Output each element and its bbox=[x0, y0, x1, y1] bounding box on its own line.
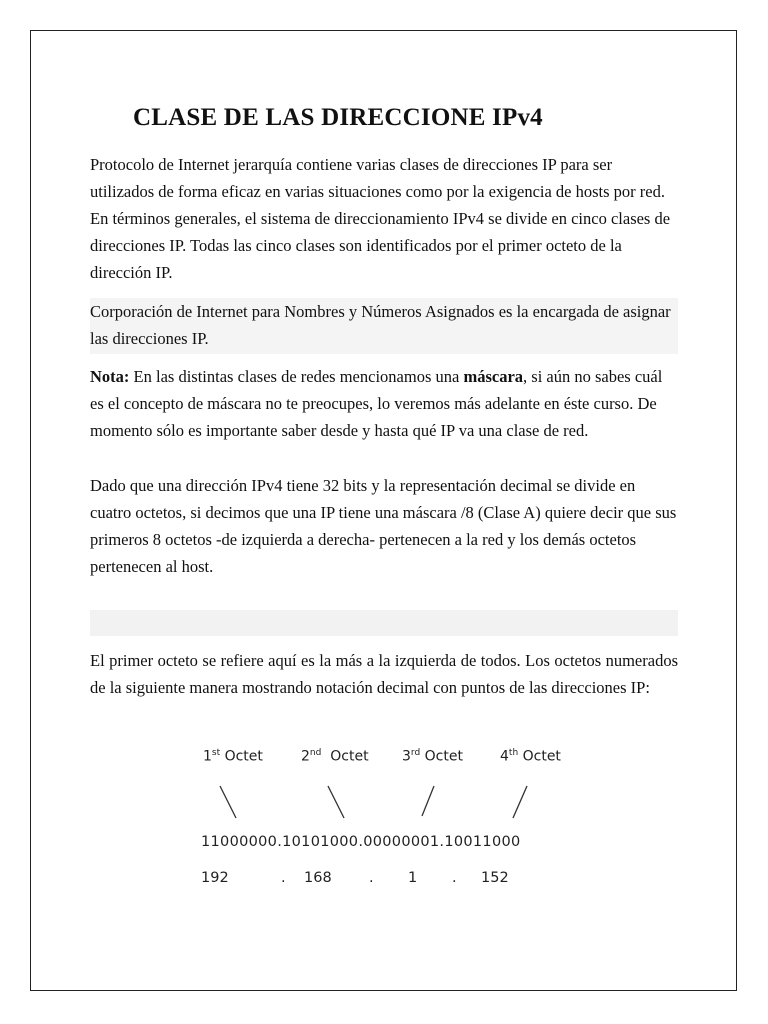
decimal-octet-2: 168 bbox=[304, 870, 332, 886]
paragraph-note bbox=[90, 363, 678, 444]
arrow-line-3 bbox=[422, 786, 434, 816]
decimal-dot-1: . bbox=[281, 870, 286, 886]
decimal-octet-1: 192 bbox=[201, 870, 229, 886]
decimal-octet-3: 1 bbox=[408, 870, 418, 886]
note-text-1: En las distintas clases de redes mencionamos una bbox=[129, 367, 464, 386]
paragraph-octets: El primer octeto se refiere aquí es la más a la izquierda de todos. Los octetos numerados de la siguiente manera mostrando notación decimal con puntos de las direcciones IP: bbox=[90, 651, 678, 697]
octet-label-2: 2nd Octet bbox=[301, 748, 369, 765]
arrow-line-2 bbox=[328, 786, 344, 818]
shaded-band bbox=[90, 610, 678, 636]
arrow-line-4 bbox=[513, 786, 527, 818]
decimal-dot-2: . bbox=[369, 870, 374, 886]
octet-label-1: 1st Octet bbox=[203, 748, 263, 765]
paragraph-intro: Protocolo de Internet jerarquía contiene varias clases de direcciones IP para ser utilizados de forma eficaz en varias situaciones como por la exigencia de hosts por red. En términos generales, el sistema de direccionamiento IPv4 se divide en cinco clases de direcciones IP. Todas las cinco clases son identificados por el primer octeto de la dirección IP. bbox=[90, 155, 671, 282]
binary-address: 11000000.10101000.00000001.10011000 bbox=[201, 834, 521, 850]
decimal-dot-3: . bbox=[452, 870, 457, 886]
paragraph-icann: Corporación de Internet para Nombres y Números Asignados es la encargada de asignar las direcciones IP. bbox=[90, 298, 678, 354]
note-text-2: , si aún no sabes cuál es el concepto de máscara no te preocupes, lo veremos más adelante en éste curso. De momento sólo es importante saber desde y hasta qué IP va una clase de red. bbox=[90, 367, 663, 440]
arrow-line-1 bbox=[220, 786, 236, 818]
page-title: CLASE DE LAS DIRECCIONE IPv4 bbox=[133, 104, 543, 131]
note-label: Nota: bbox=[90, 367, 130, 386]
paragraph-mask: Dado que una dirección IPv4 tiene 32 bits y la representación decimal se divide en cuatro octetos, si decimos que una IP tiene una máscara /8 (Clase A) quiere decir que sus primeros 8 octetos -de izquierda a derecha- pertenecen a la red y los demás octetos pertenecen al host. bbox=[90, 476, 677, 576]
decimal-octet-4: 152 bbox=[481, 870, 509, 886]
note-bold-mascara: máscara bbox=[463, 367, 524, 386]
octet-label-3: 3rd Octet bbox=[402, 748, 463, 765]
octet-arrows bbox=[190, 780, 550, 825]
octet-label-4: 4th Octet bbox=[500, 748, 561, 765]
